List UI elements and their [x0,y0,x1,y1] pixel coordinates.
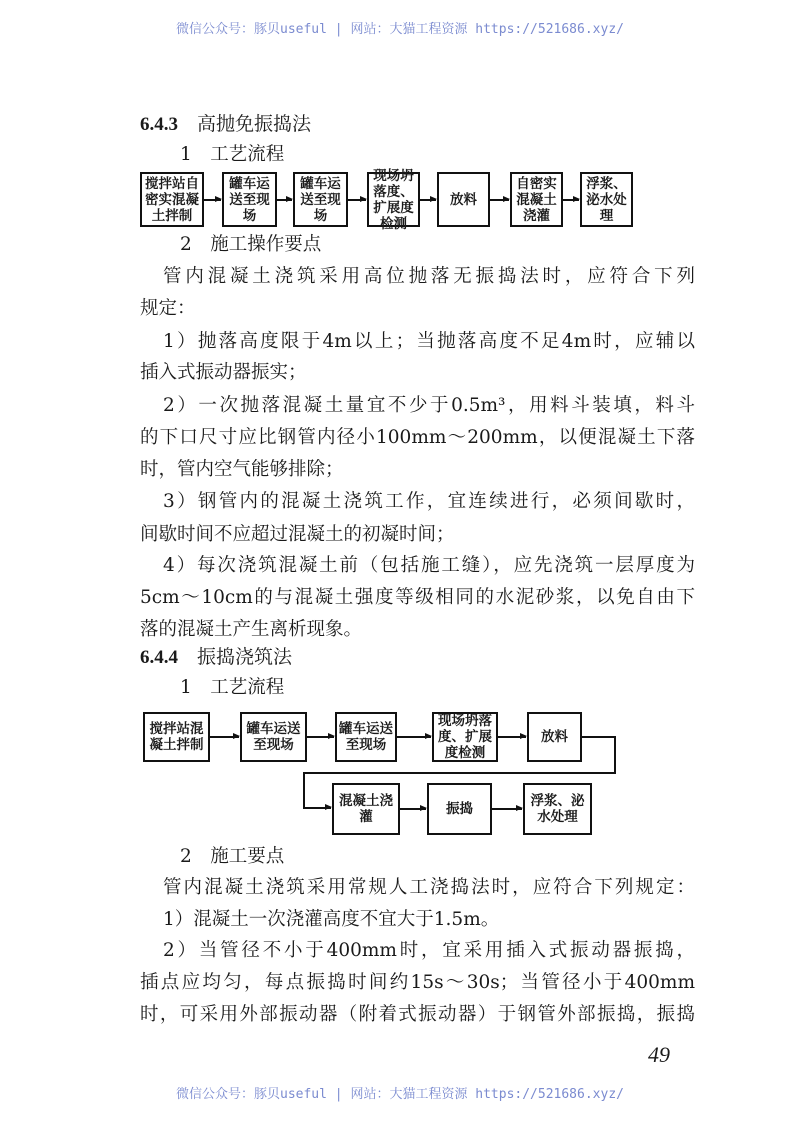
section-title: 振捣浇筑法 [197,647,293,668]
arrow [210,736,239,738]
paragraph-line: 插入式振动器振实； [140,362,307,383]
connector [303,772,616,774]
arrow [204,199,221,201]
subheading: 1 工艺流程 [180,677,285,698]
section-number-text: 6.4.4 [140,647,178,668]
flow-box: 自密实混凝土浇灌 [510,172,563,227]
arrow [490,199,509,201]
paragraph-line: 插点应均匀，每点振捣时间约15s～30s；当管径小于400mm [140,972,695,993]
paragraph-line: 2）当管径不小于400mm时，宜采用插入式振动器振捣， [163,940,695,961]
flow-box: 罐车运送至现场 [240,712,307,762]
flow-box: 搅拌站自密实混凝土拌制 [140,172,204,227]
watermark-top: 微信公众号：豚贝useful | 网站：大猫工程资源 https://521686.xyz/ [176,22,624,37]
connector [582,736,615,738]
paragraph-line: 时，可采用外部振动器（附着式振动器）于钢管外部振捣，振捣 [140,1004,695,1025]
arrow [277,199,292,201]
paragraph-line: 2）一次抛落混凝土量宜不少于0.5m³，用料斗装填，料斗 [163,395,695,416]
connector [614,736,616,773]
arrow [563,199,579,201]
arrow [400,808,426,810]
flow-box: 罐车运送至现场 [222,172,277,227]
paragraph-line: 落的混凝土产生离析现象。 [140,619,363,640]
section-number-text: 6.4.3 [140,114,178,135]
paragraph-line: 4）每次浇筑混凝土前（包括施工缝），应先浇筑一层厚度为 [163,555,695,576]
paragraph-line: 3）钢管内的混凝土浇筑工作，宜连续进行，必须间歇时， [163,491,695,512]
section-number [140,113,311,137]
paragraph-line: 规定： [140,298,196,319]
subheading: 1 工艺流程 [180,144,285,165]
flow-box: 混凝土浇灌 [332,783,400,835]
flow-box: 罐车运送至现场 [293,172,348,227]
arrow [348,199,366,201]
subheading: 2 施工要点 [180,846,285,867]
paragraph-line: 1）抛落高度限于4m以上；当抛落高度不足4m时，应辅以 [163,331,695,352]
arrow [303,807,331,809]
section-number [140,646,292,670]
arrow [492,808,522,810]
flow-box: 现场坍落度、扩展度检测 [367,172,420,227]
paragraph-line: 间歇时间不应超过混凝土的初凝时间； [140,524,455,545]
flow-box: 放料 [437,172,490,227]
flow-box: 浮浆、泌水处理 [523,783,592,835]
paragraph-line: 管内混凝土浇筑采用高位抛落无振捣法时，应符合下列 [163,266,695,287]
arrow [307,736,334,738]
section-title: 高抛免振捣法 [197,114,312,135]
flow-box: 放料 [527,712,582,762]
flow-box: 罐车运送至现场 [335,712,397,762]
flow-box: 振捣 [427,783,492,835]
page-number: 49 [648,1042,670,1067]
flow-box: 搅拌站混凝土拌制 [143,712,210,762]
arrow [397,736,431,738]
connector [303,772,305,808]
watermark-bottom: 微信公众号：豚贝useful | 网站：大猫工程资源 https://521686.xyz/ [176,1087,624,1102]
paragraph-line: 5cm～10cm的与混凝土强度等级相同的水泥砂浆，以免自由下 [140,587,695,608]
flow-box: 浮浆、泌水处理 [580,172,633,227]
paragraph-line: 1）混凝土一次浇灌高度不宜大于1.5m。 [163,909,500,930]
paragraph-line: 时，管内空气能够排除； [140,459,344,480]
paragraph-line: 的下口尺寸应比钢管内径小100mm～200mm，以便混凝土下落 [140,427,695,448]
arrow [498,736,526,738]
subheading: 2 施工操作要点 [180,234,322,255]
flow-box: 现场坍落度、扩展度检测 [432,712,498,762]
paragraph-line: 管内混凝土浇筑采用常规人工浇捣法时，应符合下列规定： [163,877,695,898]
arrow [420,199,436,201]
